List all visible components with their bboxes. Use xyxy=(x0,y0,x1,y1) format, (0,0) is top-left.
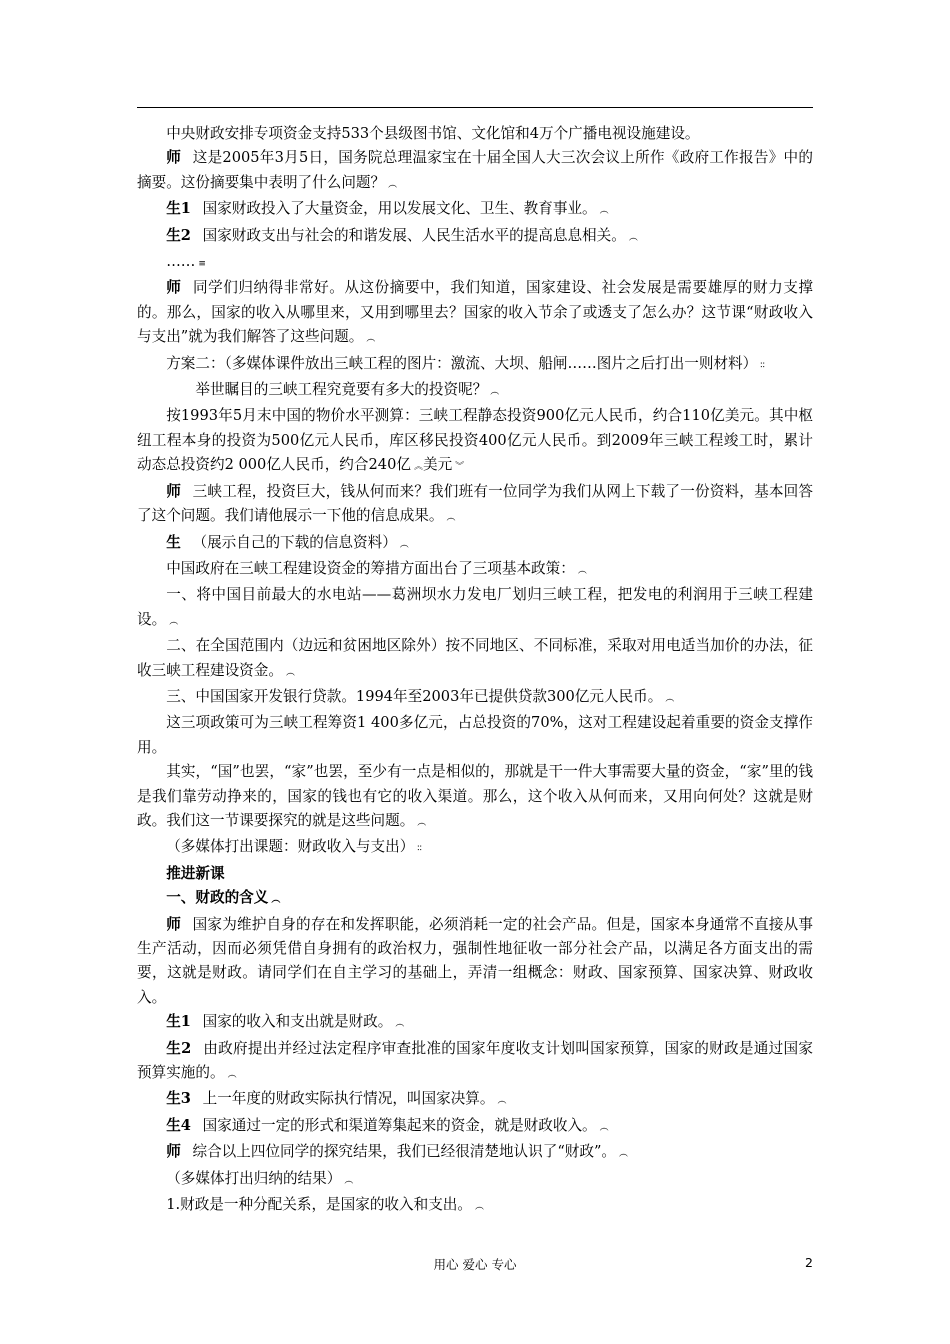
paragraph: 一、将中国目前最大的水电站——葛洲坝水力发电厂划归三峡工程，把发电的利润用于三峡工程建设。 ︵ xyxy=(137,586,813,628)
paragraph-mark-icon: ︵ xyxy=(285,667,295,678)
dialogue-line: 生1 国家财政投入了大量资金，用以发展文化、卫生、教育事业。 ︵ xyxy=(166,200,609,218)
paragraph: （多媒体打出归纳的结果） ︵ xyxy=(166,1169,354,1187)
paragraph: 三、中国国家开发银行贷款。1994年至2003年已提供贷款300亿元人民币。 ︵ xyxy=(166,687,675,705)
dialogue-line: 生2 国家财政支出与社会的和谐发展、人民生活水平的提高息息相关。 ︵ xyxy=(166,226,638,244)
paragraph-mark-icon: ︵ xyxy=(271,895,281,906)
dialogue-line: 生4 国家通过一定的形式和渠道筹集起来的资金，就是财政收入。 ︵ xyxy=(166,1116,609,1134)
page-number: 2 xyxy=(805,1255,813,1270)
paragraph: 1.财政是一种分配关系，是国家的收入和支出。 ︵ xyxy=(166,1196,485,1214)
paragraph-mark-icon: ︵ xyxy=(497,1096,507,1107)
page-footer xyxy=(0,1255,950,1275)
section-heading: 推进新课 xyxy=(166,864,225,882)
paragraph-mark-icon: ︵ xyxy=(490,387,500,398)
paragraph-mark-icon: ︵ xyxy=(619,1149,629,1160)
paragraph: …… ≡ xyxy=(166,253,206,271)
header-rule xyxy=(137,107,813,108)
footer-text: 用心 爱心 专心 xyxy=(433,1257,517,1272)
dialogue-line: 生 （展示自己的下载的信息资料） ︵ xyxy=(166,533,409,551)
paragraph: 这三项政策可为三峡工程筹资1 400多亿元，占总投资的70%，这对工程建设起着重要的资金支撑作用。 xyxy=(137,714,813,756)
paragraph: 举世瞩目的三峡工程究竟要有多大的投资呢？ ︵ xyxy=(195,381,500,399)
small-mark-icon: ≡ xyxy=(198,259,206,270)
paragraph-mark-icon: ︵ xyxy=(446,513,456,524)
paragraph-mark-icon: ︵ xyxy=(599,1122,609,1133)
paragraph-mark-icon: ︵ xyxy=(344,1175,354,1186)
down-mark-icon: ︾ xyxy=(455,462,465,473)
dialogue-line: 生1 国家的收入和支出就是财政。 ︵ xyxy=(166,1013,405,1031)
paragraph-mark-icon: ︵ xyxy=(665,693,675,704)
paragraph: 中央财政安排专项资金支持533个县级图书馆、文化馆和4万个广播电视设施建设。 xyxy=(166,125,700,142)
section-heading: 一、财政的含义 ︵ xyxy=(166,889,281,907)
dialogue-line: 师 综合以上四位同学的探究结果，我们已经很清楚地认识了“财政”。 ︵ xyxy=(166,1143,629,1161)
paragraph-mark-icon: ︵ xyxy=(227,1070,237,1081)
colon-mark-icon: ∶∶ xyxy=(417,844,422,855)
paragraph-mark-icon: ︵ xyxy=(388,179,398,190)
paragraph-mark-icon: ︵ xyxy=(475,1202,485,1213)
paragraph-mark-icon: ︵ xyxy=(417,817,427,828)
paragraph-mark-icon: ︵ xyxy=(366,334,376,345)
dialogue-line: 师 三峡工程，投资巨大，钱从何而来？我们班有一位同学为我们从网上下载了一份资料，基本回答了这个问题。我们请他展示一下他的信息成果。 ︵ xyxy=(137,482,813,525)
paragraph-mark-icon: ︵ xyxy=(577,565,587,576)
paragraph-mark-icon: ︵ xyxy=(628,232,638,243)
colon-mark-icon: ∶∶ xyxy=(760,360,765,371)
paragraph-mark-icon: ︵ xyxy=(169,616,179,627)
paragraph: 二、在全国范围内（边远和贫困地区除外）按不同地区、不同标准，采取对用电适当加价的办法，征收三峡工程建设资金。 ︵ xyxy=(137,637,813,679)
dialogue-line: 生3 上一年度的财政实际执行情况，叫国家决算。 ︵ xyxy=(166,1090,507,1108)
paragraph: （多媒体打出课题：财政收入与支出） ∶∶ xyxy=(166,838,422,856)
paragraph-mark-icon: ︵ xyxy=(599,206,609,217)
paragraph-mark-icon: ︵ xyxy=(395,1019,405,1030)
paragraph: 按1993年5月末中国的物价水平测算：三峡工程静态投资900亿元人民币，约合110亿美元。其中枢纽工程本身的投资为500亿元人民币，库区移民投资400亿元人民币。到2009年三峡工程竣工时，累计动态总投资约2 000亿人民币，约合240亿 ︽美元 ︾ xyxy=(137,407,813,474)
paragraph-mark-icon: ︵ xyxy=(399,539,409,550)
paragraph: 方案二：（多媒体课件放出三峡工程的图片：激流、大坝、船闸……图片之后打出一则材料） ∶∶ xyxy=(166,354,765,372)
dialogue-line: 师 同学们归纳得非常好。从这份摘要中，我们知道，国家建设、社会发展是需要雄厚的财力支撑的。那么，国家的收入从哪里来，又用到哪里去？国家的收入节余了或透支了怎么办？这节课“财政收入与支出”就为我们解答了这些问题。 ︵ xyxy=(137,279,813,346)
paragraph: 中国政府在三峡工程建设资金的筹措方面出台了三项基本政策： ︵ xyxy=(166,559,587,577)
dialogue-line: 生2 由政府提出并经过法定程序审查批准的国家年度收支计划叫国家预算，国家的财政是通过国家预算实施的。 ︵ xyxy=(137,1039,813,1082)
dialogue-line: 师 国家为维护自身的存在和发挥职能，必须消耗一定的社会产品。但是，国家本身通常不直接从事生产活动，因而必须凭借自身拥有的政治权力，强制性地征收一部分社会产品，以满足各方面支出的需要，这就是财政。请同学们在自主学习的基础上，弄清一组概念：财政、国家预算、国家决算、财政收入。 xyxy=(137,915,813,1006)
dialogue-line: 师 这是2005年3月5日，国务院总理温家宝在十届全国人大三次会议上所作《政府工作报告》中的摘要。这份摘要集中表明了什么问题？ ︵ xyxy=(137,149,813,191)
updown-mark-icon: ︽ xyxy=(413,462,423,473)
document-body xyxy=(137,122,813,1219)
paragraph: 其实，“国”也罢，“家”也罢，至少有一点是相似的，那就是干一件大事需要大量的资金，“家”里的钱是我们靠劳动挣来的，国家的钱也有它的收入渠道。那么，这个收入从何而来，又用向何处？这就是财政。我们这一节课要探究的就是这些问题。 ︵ xyxy=(137,763,813,829)
